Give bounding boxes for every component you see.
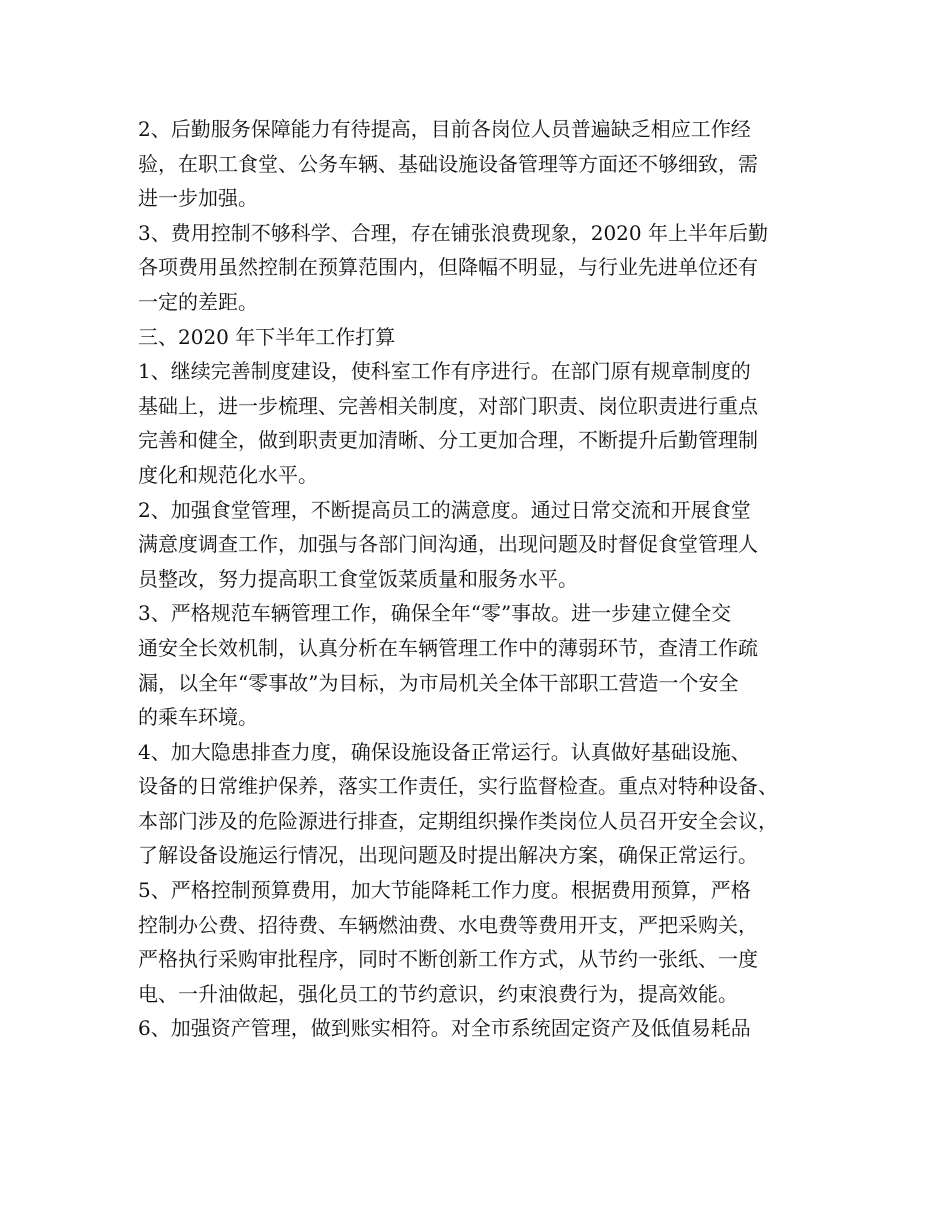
document-body [138, 112, 818, 1046]
text-line: 控制办公费、招待费、车辆燃油费、水电费等费用开支，严把采购关， [138, 912, 758, 937]
text-line: 6、加强资产管理，做到账实相符。对全市系统固定资产及低值易耗品 [138, 1016, 751, 1041]
text-line: 度化和规范化水平。 [138, 462, 318, 487]
text-line: 设备的日常维护保养，落实工作责任，实行监督检查。重点对特种设备、 [138, 774, 778, 799]
text-line: 2、加强食堂管理，不断提高员工的满意度。通过日常交流和开展食堂 [138, 497, 751, 522]
text-line: 3、严格规范车辆管理工作，确保全年“零”事故。进一步建立健全交 [138, 601, 732, 626]
text-line: 了解设备设施运行情况，出现问题及时提出解决方案，确保正常运行。 [138, 843, 758, 868]
text-line: 2、后勤服务保障能力有待提高，目前各岗位人员普遍缺乏相应工作经 [138, 117, 751, 141]
text-line: 电、一升油做起，强化员工的节约意识，约束浪费行为，提高效能。 [138, 981, 738, 1006]
text-line: 本部门涉及的危险源进行排查，定期组织操作类岗位人员召开安全会议， [138, 808, 778, 833]
text-line: 完善和健全，做到职责更加清晰、分工更加合理，不断提升后勤管理制 [138, 428, 758, 453]
section-heading: 三、2020 年下半年工作打算 [138, 324, 396, 349]
text-line: 一定的差距。 [138, 289, 258, 314]
text-line: 通安全长效机制，认真分析在车辆管理工作中的薄弱环节，查清工作疏 [138, 635, 758, 660]
text-line: 基础上，进一步梳理、完善相关制度，对部门职责、岗位职责进行重点 [138, 393, 758, 418]
text-line: 进一步加强。 [138, 186, 258, 211]
text-line: 验，在职工食堂、公务车辆、基础设施设备管理等方面还不够细致，需 [138, 151, 758, 176]
text-line: 5、严格控制预算费用，加大节能降耗工作力度。根据费用预算，严格 [138, 878, 751, 903]
text-line: 4、加大隐患排查力度，确保设施设备正常运行。认真做好基础设施、 [138, 739, 751, 764]
text-line: 各项费用虽然控制在预算范围内，但降幅不明显，与行业先进单位还有 [138, 255, 758, 280]
text-line: 员整改，努力提高职工食堂饭菜质量和服务水平。 [138, 566, 578, 591]
text-line: 严格执行采购审批程序，同时不断创新工作方式，从节约一张纸、一度 [138, 947, 758, 972]
text-line: 漏，以全年“零事故”为目标，为市局机关全体干部职工营造一个安全 [138, 670, 739, 695]
text-line: 的乘车环境。 [138, 705, 258, 730]
text-line: 满意度调查工作，加强与各部门间沟通，出现问题及时督促食堂管理人 [138, 532, 758, 557]
text-line: 1、继续完善制度建设，使科室工作有序进行。在部门原有规章制度的 [138, 359, 751, 384]
text-line: 3、费用控制不够科学、合理，存在铺张浪费现象，2020 年上半年后勤 [138, 220, 768, 245]
